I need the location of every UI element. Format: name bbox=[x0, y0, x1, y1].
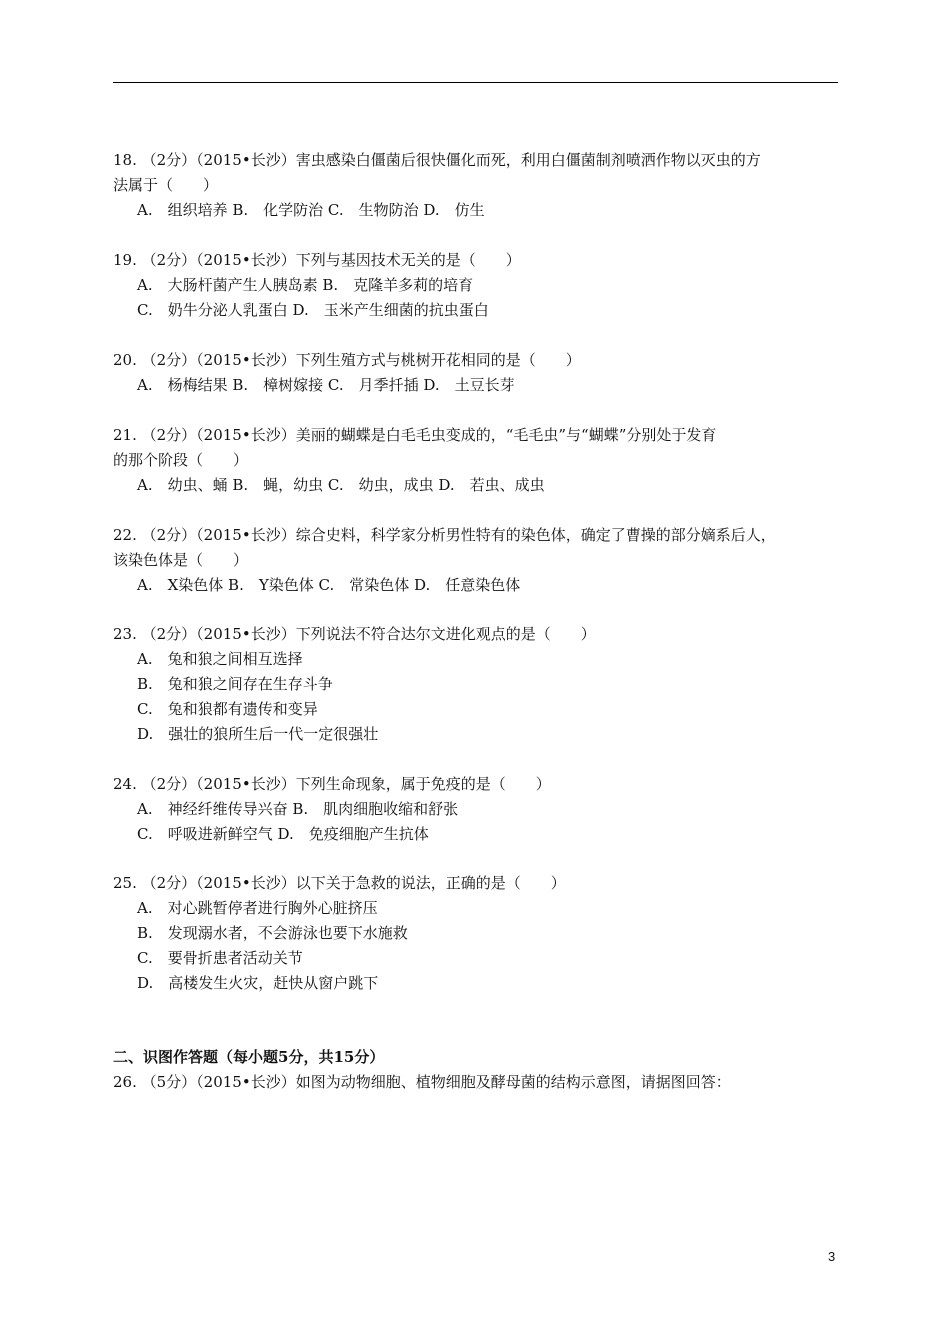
option-c: C. 要骨折患者活动关节 bbox=[137, 949, 303, 967]
question-23 bbox=[113, 622, 853, 747]
question-25 bbox=[113, 871, 853, 996]
option-a: A. 兔和狼之间相互选择 bbox=[137, 650, 303, 668]
section-title: 二、识图作答题（每小题5分，共15分） bbox=[113, 1048, 385, 1066]
options-line: A. X染色体 B. Y染色体 C. 常染色体 D. 任意染色体 bbox=[137, 576, 521, 594]
option-d: D. 强壮的狼所生后一代一定很强壮 bbox=[137, 725, 379, 743]
question-stem: 26. （5分）（2015•长沙）如图为动物细胞、植物细胞及酵母菌的结构示意图，请据图回答： bbox=[113, 1073, 731, 1091]
options-line: A. 大肠杆菌产生人胰岛素 B. 克隆羊多莉的培育 bbox=[137, 276, 474, 294]
question-21 bbox=[113, 423, 853, 498]
question-20 bbox=[113, 348, 853, 398]
option-b: B. 发现溺水者，不会游泳也要下水施救 bbox=[137, 924, 408, 942]
option-d: D. 高楼发生火灾，赶快从窗户跳下 bbox=[137, 974, 379, 992]
option-c: C. 兔和狼都有遗传和变异 bbox=[137, 700, 318, 718]
question-19 bbox=[113, 248, 853, 323]
question-stem-cont: 该染色体是（ ） bbox=[113, 551, 249, 569]
question-stem-cont: 法属于（ ） bbox=[113, 176, 219, 194]
question-stem: 20. （2分）（2015•长沙）下列生殖方式与桃树开花相同的是（ ） bbox=[113, 351, 581, 369]
question-stem: 24. （2分）（2015•长沙）下列生命现象，属于免疫的是（ ） bbox=[113, 775, 551, 793]
question-22 bbox=[113, 523, 853, 598]
question-18 bbox=[113, 148, 853, 223]
page-number: 3 bbox=[828, 1249, 836, 1264]
question-stem: 18. （2分）（2015•长沙）害虫感染白僵菌后很快僵化而死，利用白僵菌制剂喷洒作物以灭虫的方 bbox=[113, 151, 761, 169]
question-stem: 25. （2分）（2015•长沙）以下关于急救的说法，正确的是（ ） bbox=[113, 874, 566, 892]
options-line: C. 呼吸进新鲜空气 D. 免疫细胞产生抗体 bbox=[137, 825, 429, 843]
options-line: A. 幼虫、蛹 B. 蝇，幼虫 C. 幼虫，成虫 D. 若虫、成虫 bbox=[137, 476, 545, 494]
options-line: C. 奶牛分泌人乳蛋白 D. 玉米产生细菌的抗虫蛋白 bbox=[137, 301, 489, 319]
option-b: B. 兔和狼之间存在生存斗争 bbox=[137, 675, 333, 693]
options-line: A. 组织培养 B. 化学防治 C. 生物防治 D. 仿生 bbox=[137, 201, 485, 219]
option-a: A. 对心跳暂停者进行胸外心脏挤压 bbox=[137, 899, 378, 917]
question-stem: 22. （2分）（2015•长沙）综合史料，科学家分析男性特有的染色体，确定了曹操的部分嫡系后人， bbox=[113, 526, 776, 544]
question-26 bbox=[113, 1070, 853, 1095]
question-stem: 21. （2分）（2015•长沙）美丽的蝴蝶是白毛毛虫变成的，“毛毛虫”与“蝴蝶”分别处于发育 bbox=[113, 426, 717, 444]
question-24 bbox=[113, 772, 853, 847]
question-stem: 19. （2分）（2015•长沙）下列与基因技术无关的是（ ） bbox=[113, 251, 521, 269]
question-stem: 23. （2分）（2015•长沙）下列说法不符合达尔文进化观点的是（ ） bbox=[113, 625, 596, 643]
options-line: A. 杨梅结果 B. 樟树嫁接 C. 月季扦插 D. 土豆长芽 bbox=[137, 376, 515, 394]
options-line: A. 神经纤维传导兴奋 B. 肌肉细胞收缩和舒张 bbox=[137, 800, 459, 818]
header-rule bbox=[113, 82, 838, 83]
question-stem-cont: 的那个阶段（ ） bbox=[113, 451, 249, 469]
